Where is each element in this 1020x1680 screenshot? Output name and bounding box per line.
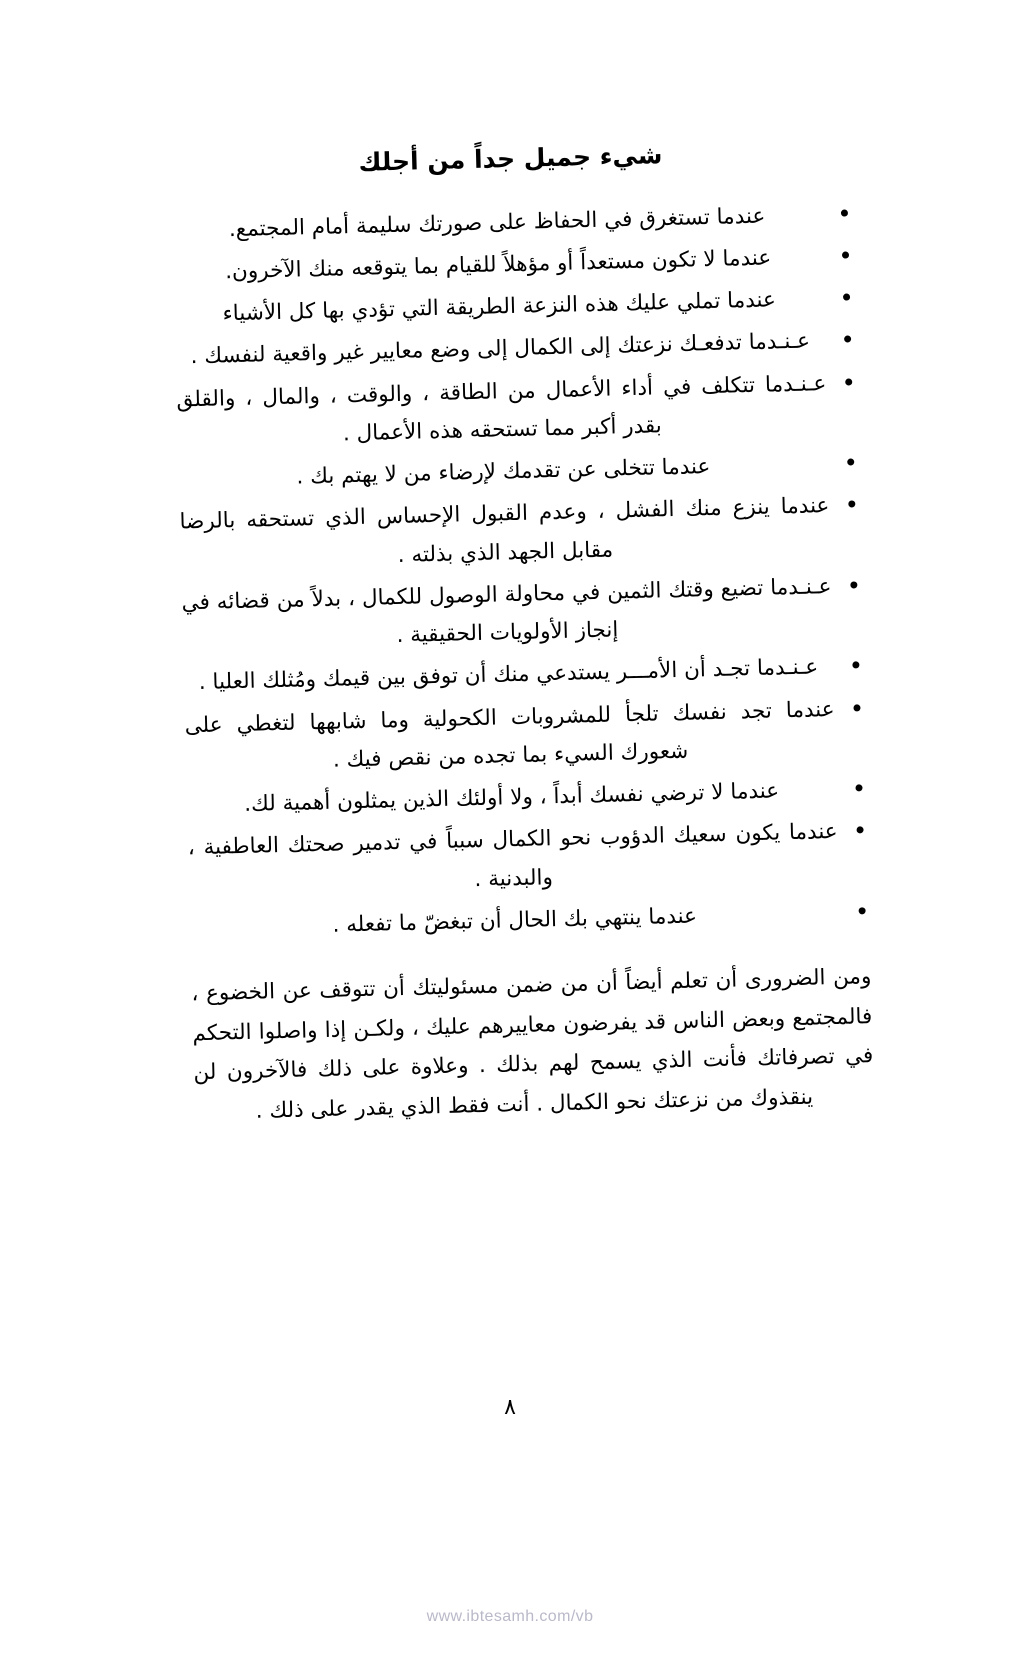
page-number: ٨ (504, 1395, 516, 1420)
bullet-point-icon (843, 293, 850, 300)
page-title: شيء جميل جداً من أجلك (358, 140, 663, 177)
list-item-text: عـنـدما تتكلف في أداء الأعمال من الطاقة ، والوقت ، والمال ، والقلق بقدر أكبر مما تستحقه هذه الأعمال . (176, 370, 827, 447)
list-item-text: عندما يكون سعيك الدؤوب نحو الكمال سبباً في تدمير صحتك العاطفية ، والبدنية . (187, 819, 838, 892)
list-item-text: عندما تستغرق في الحفاظ على صورتك سليمة أمام المجتمع. (228, 203, 766, 242)
list-item-text: عـنـدما تجـد أن الأمـــر يستدعي منك أن توفق بين قيمك ومُثلك العليا . (198, 654, 819, 696)
page-text-block (170, 131, 875, 1132)
bullet-point-icon (853, 704, 860, 711)
list-item (184, 690, 866, 784)
bullet-point-icon (850, 581, 857, 588)
list-item (181, 567, 863, 661)
list-item-text: عندما لا تكون مستعداً أو مؤهلاً للقيام بما يتوقعه منك الآخرون. (224, 245, 772, 285)
list-item-text: عندما ينتهي بك الحال أن تبغضّ ما تفعله . (332, 903, 698, 938)
list-item-text: عـنـدما تضيع وقتك الثمين في محاولة الوصول للكمال ، بدلاً من قضائه في إنجاز الأولويات الحقيقية . (181, 573, 832, 649)
bullet-point-icon (841, 209, 848, 216)
bullet-list (172, 195, 870, 949)
bullet-point-icon (842, 251, 849, 258)
list-item (179, 487, 861, 581)
closing-paragraph: ومن الضرورى أن تعلم أيضاً أن من ضمن مسئوليتك أن تتوقف عن الخضوع ، فالمجتمع وبعض الناس قد يفرضون معاييرهم عليك ، ولكـن إذا واصلوا التحكم في تصرفاتك فأنت الذي يسمح لهم بذلك . وعلاوة على ذلك فالآخرون لن ينقذوك من نزعتك نحو الكمال . أنت فقط الذي يقدر على ذلك . (191, 964, 874, 1124)
list-item-text: عندما تملي عليك هذه النزعة الطريقة التي تؤدي بها كل الأشياء (222, 287, 777, 327)
list-item-text: عندما تجد نفسك تلجأ للمشروبات الكحولية وما شابهها لتغطي على شعورك السيء بما تجده من نقص فيك . (184, 696, 835, 773)
bullet-point-icon (856, 827, 863, 834)
bullet-point-icon (847, 458, 854, 465)
bullet-point-icon (845, 378, 852, 385)
bullet-point-icon (852, 662, 859, 669)
list-item (187, 813, 869, 907)
bullet-point-icon (848, 501, 855, 508)
list-item-text: عندما ينزع منك الفشل ، وعدم القبول الإحساس الذي تستحقه بالرضا مقابل الجهد الذي بذلته . (179, 493, 830, 568)
bullet-point-icon (844, 336, 851, 343)
list-item (176, 364, 858, 458)
bullet-point-icon (859, 907, 866, 914)
bullet-point-icon (855, 785, 862, 792)
list-item-text: عندما تتخلى عن تقدمك لإرضاء من لا يهتم بك . (296, 454, 711, 490)
list-item-text: عـنـدما تدفعـك نزعتك إلى الكمال إلى وضع معايير غير واقعية لنفسك . (190, 328, 811, 370)
site-watermark: www.ibtesamh.com/vb (426, 1608, 594, 1625)
list-item-text: عندما لا ترضي نفسك أبداً ، ولا أولئك الذين يمثلون أهمية لك. (243, 778, 780, 818)
